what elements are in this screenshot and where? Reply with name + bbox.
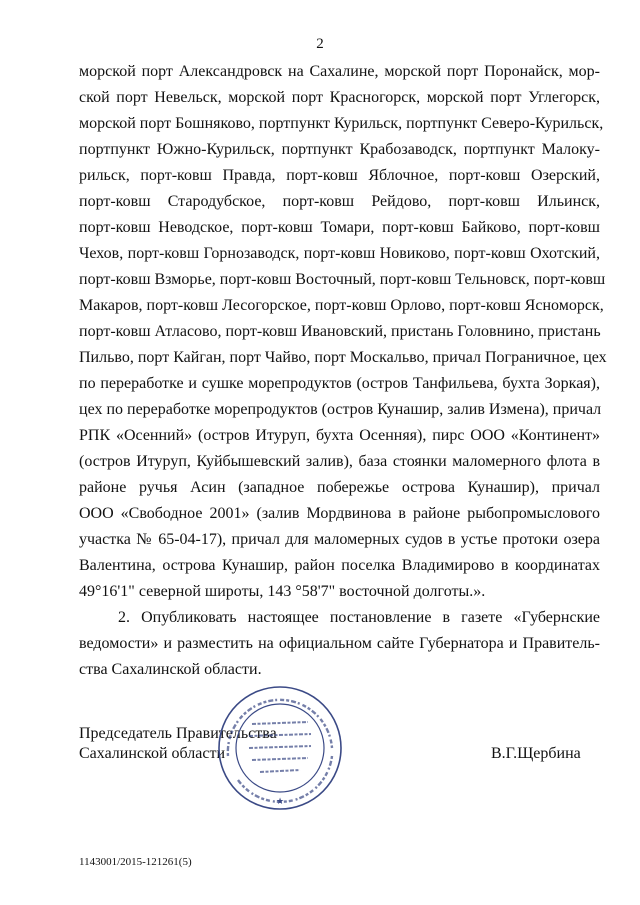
body-line: порт-ковш Взморье, порт-ковш Восточный, порт-ковш Тельновск, порт-ковш [79, 271, 606, 288]
body-line: участка № 65-04-17), причал для маломерных судов в устье протоки озера [79, 531, 600, 548]
body-line: ООО «Свободное 2001» (залив Мордвинова в районе рыбопромыслового [79, 505, 600, 522]
body-line: Пильво, порт Кайган, порт Чайво, порт Москальво, причал Пограничное, цех [79, 349, 607, 366]
body-line: районе ручья Асин (западное побережье острова Кунашир), причал [79, 479, 600, 496]
signatory-position-line1: Председатель Правительства [79, 725, 277, 742]
clause-line: 2. Опубликовать настоящее постановление в газете «Губернские [118, 609, 600, 626]
body-line: по переработке и сушке морепродуктов (остров Танфильева, бухта Зоркая), [79, 375, 600, 392]
body-line: (остров Итуруп, Куйбышевский залив), база стоянки маломерного флота в [79, 453, 600, 470]
body-line: 49°16'1" северной широты, 143 °58'7" восточной долготы.». [79, 583, 486, 600]
body-line: Чехов, порт-ковш Горнозаводск, порт-ковш Новиково, порт-ковш Охотский, [79, 245, 600, 262]
body-line: порт-ковш Неводское, порт-ковш Томари, порт-ковш Байково, порт-ковш [79, 219, 600, 236]
seal-ring-lettering [228, 700, 332, 802]
body-line: РПК «Осенний» (остров Итуруп, бухта Осенняя), пирс ООО «Континент» [79, 427, 600, 444]
body-line: порт-ковш Стародубское, порт-ковш Рейдово, порт-ковш Ильинск, [79, 193, 600, 210]
seal-star-icon: ★ [275, 796, 285, 806]
clause-line: ства Сахалинской области. [79, 661, 262, 678]
signatory-name: В.Г.Щербина [491, 745, 581, 762]
body-line: Валентина, острова Кунашир, район поселка Владимирово в координатах [79, 557, 600, 574]
official-seal-stamp [216, 684, 344, 812]
body-line: цех по переработке морепродуктов (остров Кунашир, залив Измена), причал [79, 401, 602, 418]
body-line: морской порт Александровск на Сахалине, морской порт Поронайск, мор- [79, 63, 600, 80]
body-line: ской порт Невельск, морской порт Красногорск, морской порт Углегорск, [79, 89, 600, 106]
clause-line: ведомости» и разместить на официальном сайте Губернатора и Правитель- [79, 635, 600, 652]
body-line: портпункт Южно-Курильск, портпункт Крабозаводск, портпункт Малоку- [79, 141, 600, 158]
body-line: рильск, порт-ковш Правда, порт-ковш Яблочное, порт-ковш Озерский, [79, 167, 600, 184]
body-line: морской порт Бошняково, портпункт Курильск, портпункт Северо-Курильск, [79, 115, 604, 132]
page-number: 2 [316, 36, 324, 52]
seal-center-lettering [249, 722, 311, 772]
document-code: 1143001/2015-121261(5) [79, 856, 192, 868]
body-line: Макаров, порт-ковш Лесогорское, порт-ковш Орлово, порт-ковш Ясноморск, [79, 297, 604, 314]
signatory-position-line2: Сахалинской области [79, 745, 226, 762]
body-line: порт-ковш Атласово, порт-ковш Ивановский, пристань Головнино, пристань [79, 323, 601, 340]
